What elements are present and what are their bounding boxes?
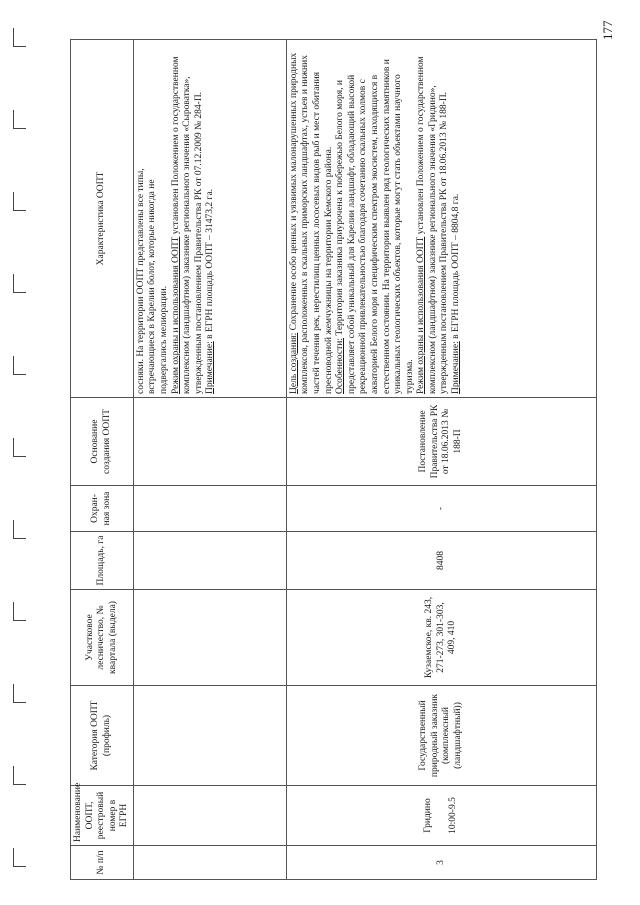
cell-description-continued: [133, 40, 286, 398]
table-row: [286, 40, 596, 880]
regime-paragraph: [416, 43, 451, 394]
header-category: Категория ООПТ (профиль): [71, 686, 134, 786]
binding-mark: [13, 438, 26, 457]
goal-paragraph: [289, 43, 335, 394]
binding-mark: [13, 766, 26, 785]
cell-name-empty: [133, 786, 286, 846]
cell-name: [286, 786, 596, 846]
note-label: Примечание:: [450, 341, 461, 394]
note-text: в ЕГРН площадь ООПТ – 31473,2 га.: [205, 188, 216, 342]
cell-basis: Постановление Правительства РК от 18.06.2013 № 188-П: [286, 398, 596, 486]
cell-forestry-empty: [133, 590, 286, 686]
header-description: Характеристика ООПТ: [71, 40, 134, 398]
header-number: № п/п: [71, 846, 134, 880]
registry-number: 10:00-9.5: [448, 797, 459, 834]
binding-mark: [13, 28, 26, 47]
binding-mark: [13, 192, 26, 211]
description-line: подвергались мелиорации.: [159, 285, 170, 394]
binding-mark: [13, 848, 26, 867]
binding-mark: [13, 274, 26, 293]
table-header-row: [71, 40, 134, 880]
features-paragraph: [335, 43, 416, 394]
regime-text: установлен Положением о государственном комплексном (ландшафтном) заказнике регионального значения «Гридино», утвержденным постановлением Правительства РК от 18.06.2013 № 188-П.: [416, 56, 450, 394]
binding-margin: [0, 0, 40, 905]
features-label: Особенности:: [335, 338, 346, 394]
cell-number: 3: [286, 846, 596, 880]
goal-label: Цель создания:: [288, 332, 299, 394]
header-area: Площадь, га: [71, 532, 134, 590]
cell-forestry: Кузаемское, кв. 243, 271-273, 301-303, 409, 410: [286, 590, 596, 686]
features-text: Территория заказника приурочена к побережью Белого моря, и представляет собой уникальный для Карелии ландшафт, обладающий высокой рекреационной привлекательностью благодаря сочетанию скальных холмов с акваторией Белого моря и специфическим спектром экосистем, находящихся в естественном состоянии. На территории выявлен ряд геологических памятников и уникальных геологических объектов, которые могут стать объектами научного туризма.: [335, 59, 415, 394]
note-paragraph: [205, 43, 217, 394]
header-name: Наименование ООПТ, реестровый номер в ЕГРН: [71, 786, 134, 846]
cell-number-empty: [133, 846, 286, 880]
oopt-name: Гридино: [422, 798, 433, 833]
header-buffer-zone: Охран-ная зона: [71, 486, 134, 532]
note-paragraph: [451, 43, 463, 394]
cell-buffer-zone: -: [286, 486, 596, 532]
binding-mark: [13, 602, 26, 621]
binding-mark: [13, 356, 26, 375]
regime-label: Режим охраны и использования ООПТ: [416, 236, 427, 394]
cell-category: Государственный природный заказник (комплексный (ландшафтный)): [286, 686, 596, 786]
binding-mark: [13, 520, 26, 539]
cell-basis-empty: [133, 398, 286, 486]
oopt-table: [70, 39, 597, 880]
binding-mark: [13, 684, 26, 703]
page-number: 177: [600, 20, 615, 40]
description-line: встречающиеся в Карелии болот, которые никогда не: [147, 179, 158, 394]
description-line: сосняки. На территории ООПТ представлены все типы,: [135, 168, 146, 394]
note-text: в ЕГРН площадь ООПТ – 8804,8 га.: [450, 193, 461, 342]
cell-area-empty: [133, 532, 286, 590]
regime-text: установлен Положением о государственном комплексном (ландшафтном) заказнике регионального значения «Сыроватка», утвержденным постановлением Правительства РК от 07.12.2009 № 284-П.: [170, 56, 204, 394]
rotated-document: [70, 40, 595, 880]
header-forestry: Участковое лесничество, № квартала (выдела): [71, 590, 134, 686]
goal-text: Сохранение особо ценных и уязвимых малонарушенных природных комплексов, расположенных в скальных приморских ландшафтах, устьев и нижних частей течения рек, нерестилищ ценных лососевых видов рыб и мест обитания пресноводной жемчужницы на территории Кемского района.: [288, 52, 334, 394]
regime-paragraph: [171, 43, 206, 394]
binding-mark: [13, 110, 26, 129]
cell-category-empty: [133, 686, 286, 786]
cell-description: [286, 40, 596, 398]
table-row: [133, 40, 286, 880]
cell-buffer-empty: [133, 486, 286, 532]
regime-label: Режим охраны и использования ООПТ: [170, 236, 181, 394]
note-label: Примечание:: [205, 341, 216, 394]
header-basis: Основание создания ООПТ: [71, 398, 134, 486]
cell-area: 8408: [286, 532, 596, 590]
